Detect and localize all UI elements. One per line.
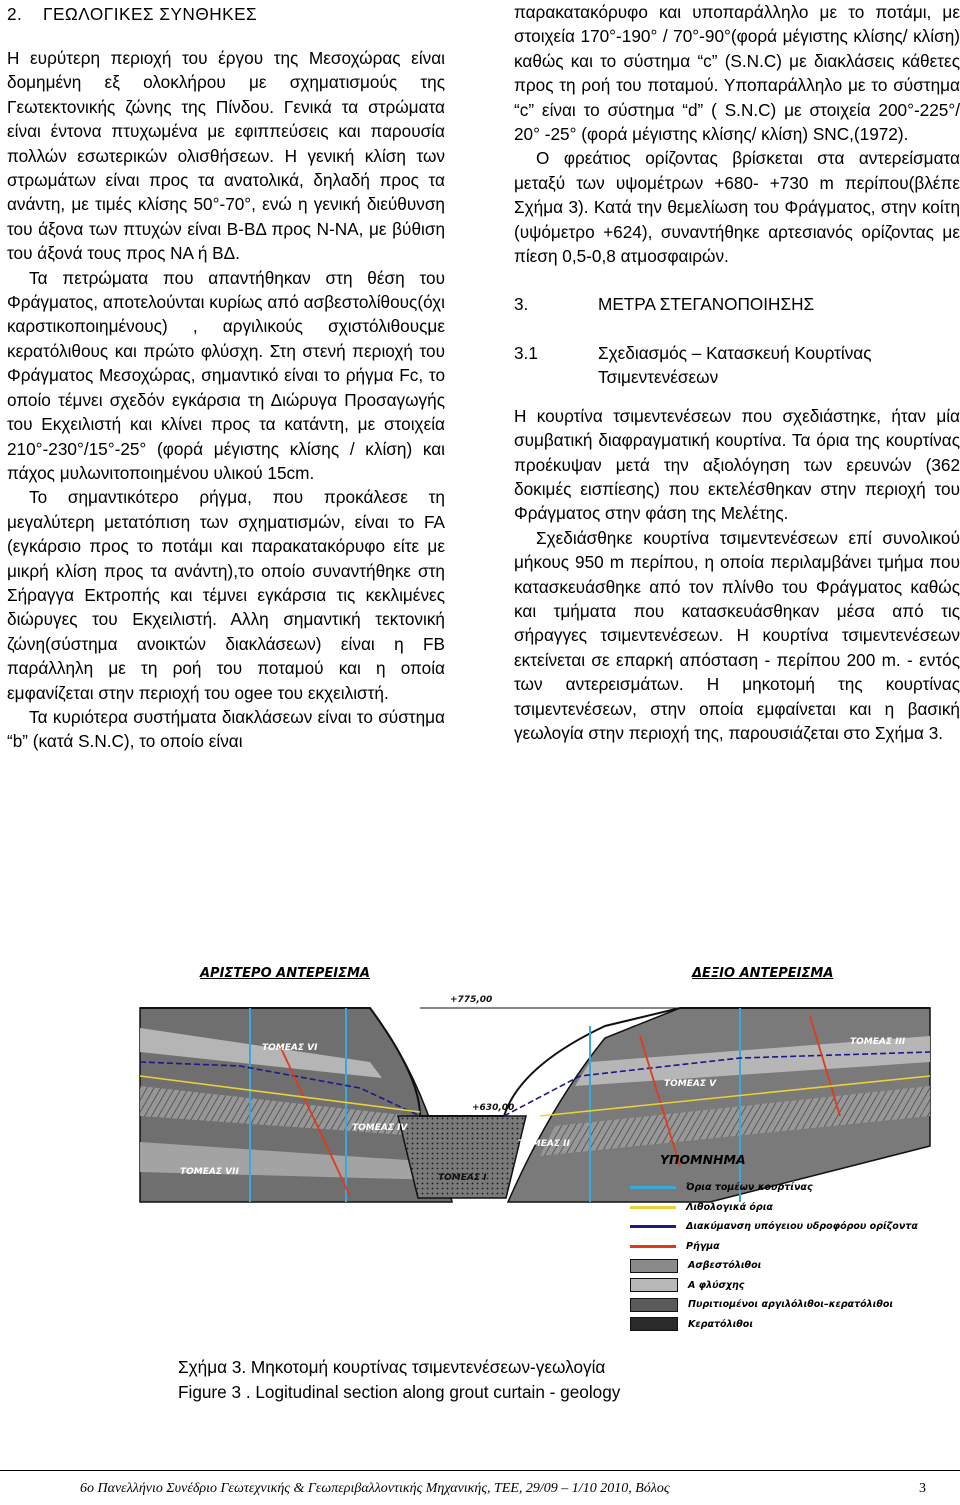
geology-section-figure [120,966,948,1344]
left-column [7,0,445,754]
section-title: ΜΕΤΡΑ ΣΤΕΓΑΝΟΠΟΙΗΣΗΣ [598,294,815,315]
section-number: 2. [7,4,23,24]
page-number: 3 [919,1481,926,1496]
section-heading [7,0,445,46]
legend-swatch [630,1317,678,1331]
page-footer [80,1481,926,1497]
legend-label: Α φλύσχης [688,1279,745,1291]
legend-swatch [630,1245,676,1248]
paragraph: Το σημαντικότερο ρήγμα, που προκάλεσε τη μεγαλύτερη μετατόπιση των σχηματισμών, είναι το FA (εγκάρσιο προς το ποτάμι και παρακατακόρυφο είτε με μικρή κλίση προς τα ανάντη),το οποίο συναντήθηκε στη Σήραγγα Εκτροπής και τέμνει εγκάρσια τις κεκλιμένες διώρυγες του Εκχειλιστή. Αλλη σημαντική τεκτονική ζώνη(σύστημα ανοικτών διακλάσεων) είναι η FB παράλληλη με τη ροή του ποταμού και η οποία εμφανίζεται στην περιοχή του ogee του εκχειλιστή. [7,487,445,703]
legend [630,1178,940,1334]
left-abutment-title: ΑΡΙΣΤΕΡΟ ΑΝΤΕΡΕΙΣΜΑ [200,966,370,981]
sector-label: ΤΟΜΕΑΣ V [664,1079,717,1089]
legend-label: Κερατόλιθοι [688,1318,754,1330]
sector-label: ΤΟΜΕΑΣ VI [262,1043,318,1053]
sector-label: ΤΟΜΕΑΣ VII [180,1167,239,1177]
legend-item [630,1256,940,1276]
sector-label: ΤΟΜΕΑΣ I [438,1173,487,1183]
paragraph: Η ευρύτερη περιοχή του έργου της Μεσοχώρας είναι δομημένη εξ ολοκλήρου με σχηματισμούς της Γεωτεκτονικής ζώνης της Πίνδου. Γενικά τα στρώματα είναι έντονα πτυχωμένα με εφιππεύσεις και παρουσία πολλών εσωτερικών ολισθήσεων. Η γενική κλίση των στρωμάτων είναι προς τα ανατολικά, δηλαδή προς τα ανάντη, με τιμές κλίσης 50°-70°, ενώ η γενική διεύθυνση του άξονα των πτυχών είναι Β-ΒΔ προς Ν-ΝΑ, με βύθιση του άξονά τους προς ΝΑ ή ΒΔ. [7,48,445,264]
footer-rule [0,1470,960,1471]
legend-label: Ασβεστόλιθοι [688,1260,762,1272]
legend-item [630,1198,940,1218]
legend-label: Όρια τομέων κουρτίνας [686,1182,813,1194]
legend-label: Λιθολογικά όρια [686,1201,773,1213]
legend-item [630,1276,940,1296]
right-column [514,0,960,745]
section-heading [514,292,960,316]
legend-label: Πυριτιομένοι αργιλόλιθοι–κερατόλιθοι [688,1299,894,1311]
paragraph: Η κουρτίνα τσιμεντενέσεων που σχεδιάστηκε, ήταν μία συμβατική διαφραγματική κουρτίνα. Τα όρια της κουρτίνας προέκυψαν μετά την αξιολόγηση των ερευνών (362 δοκιμές εισπίεσης) που εκτελέσθηκαν στην περιοχή του Φράγματος στην φάση της Μελέτης. [514,405,960,524]
legend-swatch [630,1225,676,1228]
legend-swatch [630,1298,678,1312]
sector-label: ΤΟΜΕΑΣ III [850,1037,906,1047]
grout-curtain-plinth [398,1116,526,1198]
legend-item [630,1295,940,1315]
legend-label: Διακύμανση υπόγειου υδροφόρου ορίζοντα [686,1221,918,1233]
figure-caption-english: Figure 3 . Logitudinal section along grout curtain - geology [178,1382,621,1402]
figure-caption-greek: Σχήμα 3. Μηκοτομή κουρτίνας τσιμεντενέσεων-γεωλογία [178,1357,606,1377]
paragraph: Τα πετρώματα που απαντήθηκαν στη θέση του Φράγματος, αποτελούνται κυρίως από ασβεστολίθους(όχι καρστικοποιημένους) , αργιλικούς σχιστόλιθουςμε κερατόλιθους και πρώτο φλύσχη. Στη στενή περιοχή του Φράγματος Μεσοχώρας, σημαντικό είναι το ρήγμα Fc, το οποίο τέμνει σχεδόν εγκάρσια τη Διώρυγα Προσαγωγής του Εκχειλιστή και κλίνει προς τα κατάντη, με στοιχεία 210°-230°/15°-25° (φορά μέγιστης κλίσης / κλίση) και πάχος μυλωνιτοποιημένου υλικού 15cm. [7,267,445,483]
legend-swatch [630,1206,676,1209]
legend-item [630,1237,940,1257]
paragraph: Τα κυριότερα συστήματα διακλάσεων είναι το σύστημα “b” (κατά S.N.C), το οποίο είναι [7,706,445,752]
subsection-title: Σχεδιασμός – Κατασκευή Κουρτίνας Τσιμεντενέσεων [598,342,872,388]
legend-swatch [630,1259,678,1273]
subsection-number: 3.1 [514,342,538,363]
legend-swatch [630,1278,678,1292]
legend-item [630,1217,940,1237]
legend-item [630,1315,940,1335]
legend-item [630,1178,940,1198]
right-abutment-title: ΔΕΞΙΟ ΑΝΤΕΡΕΙΣΜΑ [692,966,834,981]
legend-swatch [630,1186,676,1189]
paragraph: Ο φρεάτιος ορίζοντας βρίσκεται στα αντερείσματα μεταξύ των υψομέτρων +680- +730 m περίπου(βλέπε Σχήμα 3). Κατά την θεμελίωση του Φράγματος, στην κοίτη (υψόμετρο +624), συναντήθηκε αρτεσιανός ορίζοντας με πίεση 0,5-0,8 ατμοσφαιρών. [514,148,960,267]
subsection-heading [514,341,960,390]
elevation-label: +630,00 [472,1103,515,1113]
elevation-label: +775,00 [450,995,493,1005]
legend-label: Ρήγμα [686,1240,720,1252]
sector-label: ΤΟΜΕΑΣ IV [352,1123,408,1133]
section-title: ΓΕΩΛΟΓΙΚΕΣ ΣΥΝΘΗΚΕΣ [43,4,258,24]
section-number: 3. [514,294,529,315]
paragraph: παρακατακόρυφο και υποπαράλληλο με το ποτάμι, με στοιχεία 170°-190° / 70°-90°(φορά μέγιστης κλίσης/ κλίση) καθώς και το σύστημα “c” (S.N.C) με διακλάσεις κάθετες προς τη ροή του ποταμού. Υποπαράλληλο με το σύστημα “c” είναι το σύστημα “d” ( S.N.C) με στοιχεία 200°-225°/ 20° -25° (φορά μέγιστης κλίσης/ κλίση) SNC,(1972). [514,2,960,145]
footer-text: 6ο Πανελλήνιο Συνέδριο Γεωτεχνικής & Γεωπεριβαλλοντικής Μηχανικής, ΤΕΕ, 29/09 – 1/10 2010, Βόλος [80,1481,670,1496]
paragraph: Σχεδιάσθηκε κουρτίνα τσιμεντενέσεων επί συνολικού μήκους 950 m περίπου, η οποία περιλαμβάνει τμήμα που κατασκευάσθηκε από τον πλίνθο του Φράγματος καθώς και τμήματα που κατασκευάσθηκαν μέσα από τις σήραγγες τσιμεντενέσεων. Η κουρτίνα τσιμεντενέσεων εκτείνεται σε επαρκή απόσταση - περίπου 200 m. - εντός των αντερεισμάτων. Η μηκοτομή της κουρτίνας τσιμεντενέσεων, στην οποία εμφαίνεται και η βασική γεωλογία στην περιοχή της, παρουσιάζεται στο Σχήμα 3. [514,527,960,743]
legend-title: ΥΠΟΜΝΗΜΑ [660,1152,746,1167]
sector-label: ΤΟΜΕΑΣ II [518,1139,570,1149]
